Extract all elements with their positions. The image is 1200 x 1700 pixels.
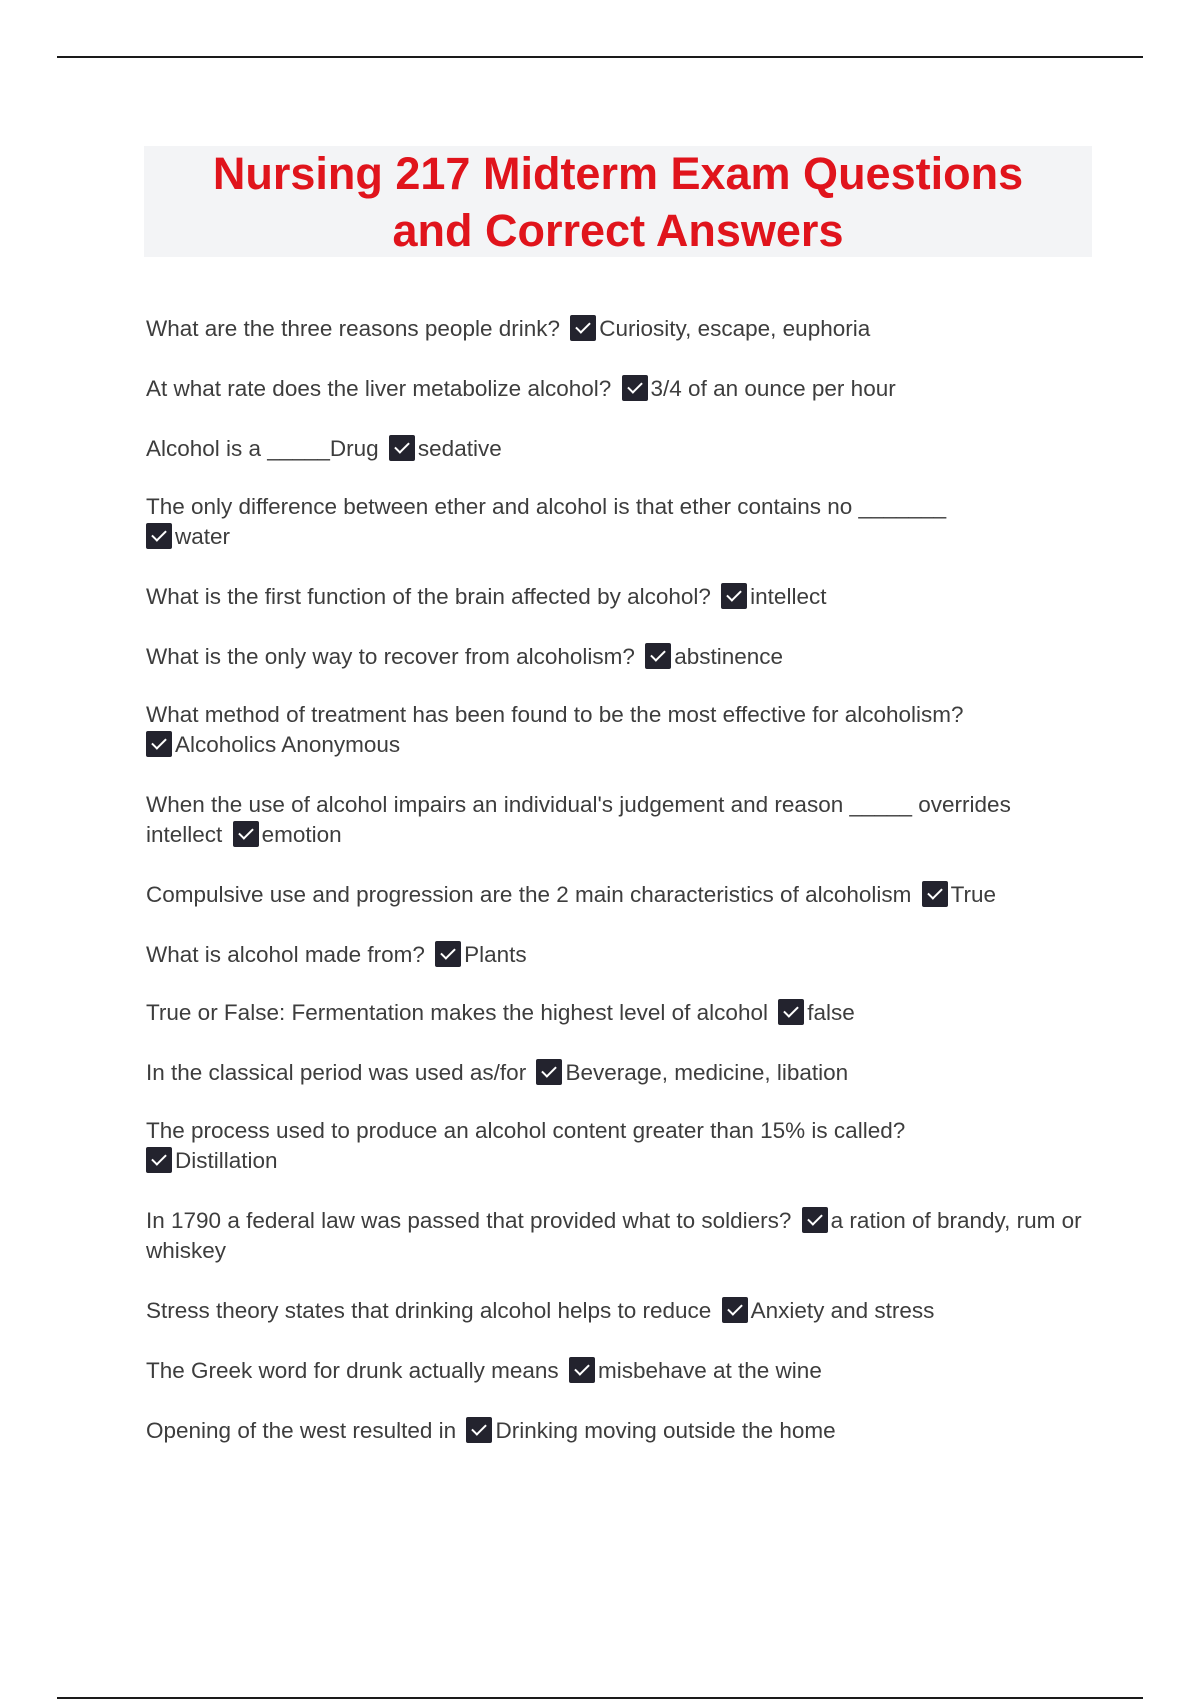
qa-item bbox=[146, 1206, 1086, 1266]
title-line-2: and Correct Answers bbox=[392, 204, 844, 256]
question-text: What method of treatment has been found to be the most effective for alcoholism? bbox=[146, 702, 964, 727]
check-square-icon bbox=[622, 375, 648, 401]
question-text: Alcohol is a _____Drug bbox=[146, 436, 379, 461]
question-text: At what rate does the liver metabolize alcohol? bbox=[146, 376, 612, 401]
check-square-icon bbox=[922, 881, 948, 907]
answer-text: abstinence bbox=[674, 644, 784, 669]
answer-text: Distillation bbox=[175, 1148, 278, 1173]
qa-item bbox=[146, 1116, 1086, 1176]
check-square-icon bbox=[146, 731, 172, 757]
qa-item bbox=[146, 582, 1086, 612]
qa-item bbox=[146, 940, 1086, 970]
check-square-icon bbox=[536, 1059, 562, 1085]
check-square-icon bbox=[435, 941, 461, 967]
question-text: The only difference between ether and alcohol is that ether contains no _______ bbox=[146, 494, 947, 519]
check-square-icon bbox=[389, 435, 415, 461]
answer-text: false bbox=[807, 1000, 855, 1025]
check-square-icon bbox=[466, 1417, 492, 1443]
check-square-icon bbox=[146, 523, 172, 549]
question-text: In 1790 a federal law was passed that provided what to soldiers? bbox=[146, 1208, 792, 1233]
check-square-icon bbox=[722, 1297, 748, 1323]
qa-item bbox=[146, 1416, 1086, 1446]
answer-text: emotion bbox=[261, 822, 342, 847]
answer-text: a ration of brandy, rum or whiskey bbox=[146, 1208, 1082, 1263]
check-square-icon bbox=[569, 1357, 595, 1383]
qa-item bbox=[146, 492, 1086, 552]
answer-text: water bbox=[175, 524, 231, 549]
answer-text: Curiosity, escape, euphoria bbox=[599, 316, 871, 341]
check-square-icon bbox=[645, 643, 671, 669]
question-text: Stress theory states that drinking alcohol helps to reduce bbox=[146, 1298, 712, 1323]
question-text: In the classical period was used as/for bbox=[146, 1060, 527, 1085]
qa-item bbox=[146, 642, 1086, 672]
qa-item bbox=[146, 1356, 1086, 1386]
question-answer-list bbox=[146, 314, 1086, 1476]
header-rule bbox=[57, 56, 1143, 58]
qa-item bbox=[146, 1058, 1086, 1088]
qa-item bbox=[146, 434, 1086, 464]
question-text: The process used to produce an alcohol content greater than 15% is called? bbox=[146, 1118, 906, 1143]
title-line-1: Nursing 217 Midterm Exam Questions bbox=[212, 147, 1024, 199]
check-square-icon bbox=[146, 1147, 172, 1173]
title-banner bbox=[144, 146, 1092, 257]
page-title bbox=[213, 145, 1023, 259]
check-square-icon bbox=[570, 315, 596, 341]
question-text: True or False: Fermentation makes the highest level of alcohol bbox=[146, 1000, 768, 1025]
question-text: What is the only way to recover from alcoholism? bbox=[146, 644, 635, 669]
check-square-icon bbox=[721, 583, 747, 609]
qa-item bbox=[146, 998, 1086, 1028]
answer-text: Anxiety and stress bbox=[750, 1298, 935, 1323]
qa-item bbox=[146, 374, 1086, 404]
qa-item bbox=[146, 314, 1086, 344]
qa-item bbox=[146, 1296, 1086, 1326]
question-text: Compulsive use and progression are the 2 main characteristics of alcoholism bbox=[146, 882, 912, 907]
answer-text: Plants bbox=[464, 942, 527, 967]
answer-text: Beverage, medicine, libation bbox=[565, 1060, 849, 1085]
qa-item bbox=[146, 790, 1086, 850]
check-square-icon bbox=[233, 821, 259, 847]
check-square-icon bbox=[802, 1207, 828, 1233]
answer-text: sedative bbox=[417, 436, 502, 461]
qa-item bbox=[146, 880, 1086, 910]
question-text: When the use of alcohol impairs an individual's judgement and reason _____ overrides intellect bbox=[146, 792, 1011, 847]
answer-text: misbehave at the wine bbox=[597, 1358, 822, 1383]
answer-text: Alcoholics Anonymous bbox=[175, 732, 401, 757]
question-text: What is the first function of the brain affected by alcohol? bbox=[146, 584, 711, 609]
footer-rule bbox=[57, 1697, 1143, 1699]
answer-text: 3/4 of an ounce per hour bbox=[650, 376, 896, 401]
check-square-icon bbox=[778, 999, 804, 1025]
qa-item bbox=[146, 700, 1086, 760]
question-text: The Greek word for drunk actually means bbox=[146, 1358, 559, 1383]
question-text: What is alcohol made from? bbox=[146, 942, 425, 967]
answer-text: True bbox=[950, 882, 997, 907]
answer-text: intellect bbox=[750, 584, 827, 609]
question-text: What are the three reasons people drink? bbox=[146, 316, 560, 341]
answer-text: Drinking moving outside the home bbox=[495, 1418, 836, 1443]
question-text: Opening of the west resulted in bbox=[146, 1418, 457, 1443]
